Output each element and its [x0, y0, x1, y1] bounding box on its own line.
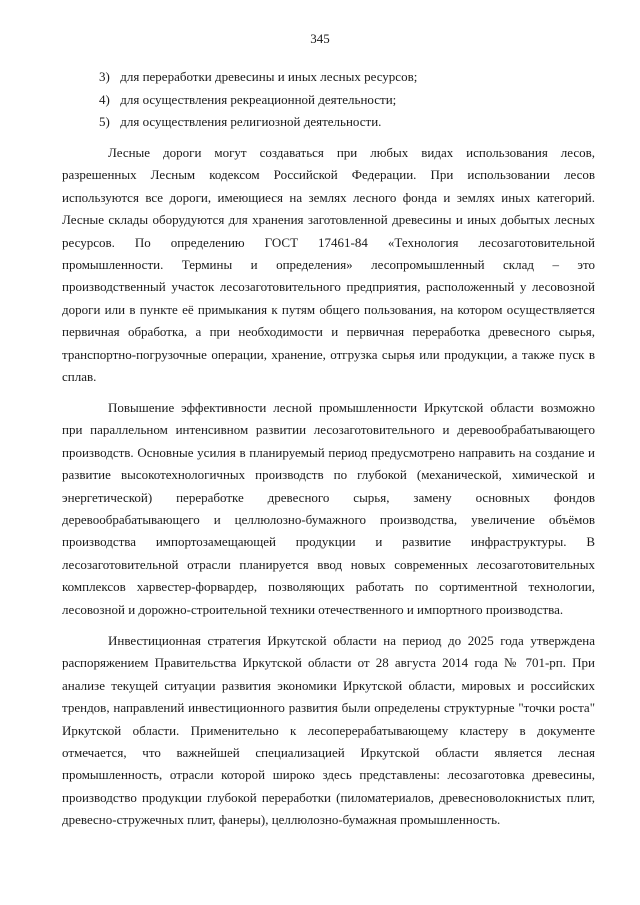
paragraph-industry-efficiency: Повышение эффективности лесной промышленности Иркутской области возможно при параллельном интенсивном развитии лесозаготовительного и деревообрабатывающего производств. Основные усилия в планируемый период предусмотрено направить на создание и развитие высокотехнологичных производств по глубокой (механической, химической и энергетической) переработке древесного сырья, замену основных фондов деревообрабатывающего и целлюлозно-бумажного производства, увеличение объёмов производства импортозамещающей продукции и развитие инфраструктуры. В лесозаготовительной отрасли планируется ввод новых современных лесозаготовительных комплексов харвестер-форвардер, позволяющих работать по сортиментной технологии, лесовозной и дорожно-строительной техники отечественного и импортного производства.: [62, 400, 595, 617]
list-item-text: для переработки древесины и иных лесных ресурсов;: [120, 69, 418, 84]
list-item: [99, 111, 599, 134]
list-item-number: 4): [99, 91, 110, 107]
paragraph-forest-roads: Лесные дороги могут создаваться при любых видах использования лесов, разрешенных Лесным кодексом Российской Федерации. При использовании лесов используются все дороги, имеющиеся на землях лесного фонда и землях иных категорий. Лесные склады оборудуются для хранения заготовленной древесины и иных добытых лесных ресурсов. По определению ГОСТ 17461-84 «Технология лесозаготовительной промышленности. Термины и определения» лесопромышленный склад – это производственный участок лесозаготовительного предприятия, расположенный у лесовозной дороги или в пункте её примыкания к путям общего пользования, на котором осуществляется первичная обработка, а при необходимости и первичная переработка древесного сырья, транспортно-погрузочные операции, хранение, отгрузка сырья или продукции, а также пуск в сплав.: [62, 145, 595, 385]
numbered-list: [99, 66, 599, 134]
paragraph-investment-strategy: Инвестиционная стратегия Иркутской области на период до 2025 года утверждена распоряжением Правительства Иркутской области от 28 августа 2014 года № 701-рп. При анализе текущей ситуации развития экономики Иркутской области, мировых и российских трендов, направлений инвестиционного развития были определены структурные "точки роста" Иркутской области. Применительно к лесоперерабатывающему кластеру в документе отмечается, что важнейшей специализацией Иркутской области является лесная промышленность, отрасли которой широко здесь представлены: лесозаготовка древесины, производство продукции глубокой переработки (пиломатериалов, древесноволокнистых плит, древесно-стружечных плит, фанеры), целлюлозно-бумажная промышленность.: [62, 633, 595, 828]
list-item: [99, 89, 599, 112]
page-number: 345: [310, 31, 330, 46]
list-item: [99, 66, 599, 89]
list-item-number: 5): [99, 114, 110, 129]
list-item-text: для осуществления религиозной деятельности.: [120, 114, 382, 129]
list-item-number: 3): [99, 69, 110, 84]
list-item-text: для осуществления рекреационной деятельности;: [120, 91, 397, 107]
